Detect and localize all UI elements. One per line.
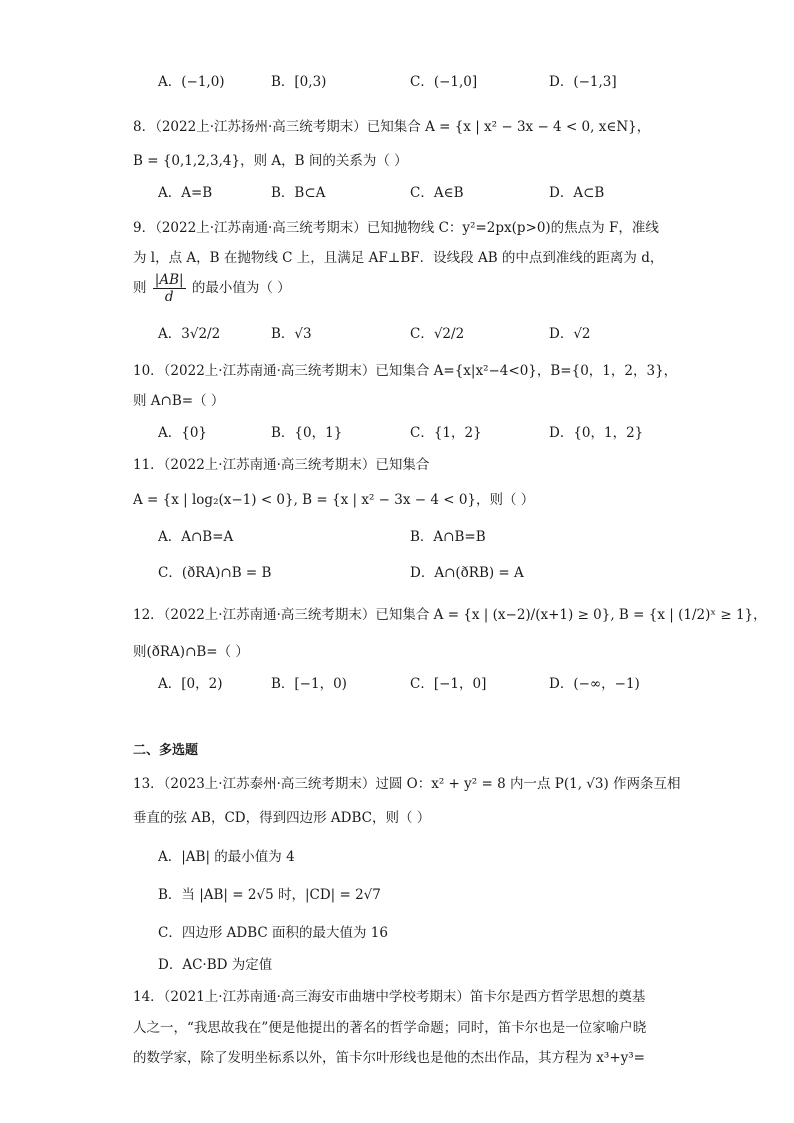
q9-option-c: C．√2/2: [410, 326, 465, 342]
q10-option-a: A．{0}: [158, 425, 208, 441]
q8-option-a: A．A=B: [158, 185, 213, 201]
q7-option-a: A．(−1,0): [158, 74, 225, 90]
q13-stem-line1: 13．（2023上·江苏泰州·高三统考期末）过圆 O：x² + y² = 8 内一点 P(1, √3) 作两条互相: [133, 776, 681, 792]
q7-option-d: D．(−1,3]: [549, 74, 617, 90]
q10-option-b: B．{0，1}: [271, 425, 343, 441]
q11-option-b: B．A∩B=B: [410, 529, 486, 545]
q9-stem-line1: 9．（2022上·江苏南通·高三统考期末）已知抛物线 C：y²=2px(p>0)的焦点为 F，准线: [133, 220, 659, 236]
q14-stem-line3: 的数学家，除了发明坐标系以外，笛卡尔叶形线也是他的杰出作品，其方程为 x³+y³=: [133, 1050, 645, 1066]
q12-stem-line2: 则(ðRA)∩B=（ ）: [133, 644, 249, 660]
q12-option-c: C．[−1，0]: [410, 676, 487, 692]
q8-option-d: D．A⊂B: [549, 185, 605, 201]
q11-option-d: D．A∩(ðRB) = A: [410, 565, 524, 581]
q12-option-a: A．[0，2): [158, 676, 223, 692]
q13-option-d: D．AC·BD 为定值: [158, 957, 273, 973]
q9-line3-suffix: 的最小值为（ ）: [191, 280, 291, 296]
q7-option-c: C．(−1,0]: [410, 74, 478, 90]
q9-stem-line2: 为 l，点 A，B 在抛物线 C 上，且满足 AF⊥BF．设线段 AB 的中点到准线的距离为 d，: [133, 250, 664, 266]
q13-option-a: A．|AB| 的最小值为 4: [158, 849, 295, 865]
q8-stem-line1: 8．（2022上·江苏扬州·高三统考期末）已知集合 A = {x | x² − 3x − 4 < 0, x∈N}，: [133, 119, 651, 135]
q9-option-d: D．√2: [549, 326, 591, 342]
q13-option-b: B．当 |AB| = 2√5 时，|CD| = 2√7: [158, 887, 381, 903]
q14-stem-line1: 14．（2021上·江苏南通·高三海安市曲塘中学校考期末）笛卡尔是西方哲学思想的奠基: [133, 989, 646, 1005]
q9-option-a: A．3√2/2: [158, 326, 221, 342]
q12-stem-line1: 12．（2022上·江苏南通·高三统考期末）已知集合 A = {x | (x−2)/(x+1) ≥ 0}, B = {x | (1/2)ˣ ≥ 1}，: [133, 607, 767, 623]
q10-option-d: D．{0，1，2}: [549, 425, 644, 441]
q9-fraction: [153, 272, 186, 305]
q7-option-b: B．[0,3): [271, 74, 327, 90]
q8-option-c: C．A∈B: [410, 185, 464, 201]
q10-stem-line1: 10．（2022上·江苏南通·高三统考期末）已知集合 A={x|x²−4<0}，B={0，1，2，3}，: [133, 363, 678, 379]
q11-option-c: C．(ðRA)∩B = B: [158, 565, 272, 581]
q9-fraction-numerator: |AB|: [154, 272, 184, 288]
q9-option-b: B．√3: [271, 326, 312, 342]
q11-option-a: A．A∩B=A: [158, 529, 234, 545]
q14-stem-line2: 人之一，“我思故我在”便是他提出的著名的哲学命题；同时，笛卡尔也是一位家喻户晓: [133, 1020, 647, 1036]
section-heading: 二、多选题: [133, 743, 199, 758]
q12-option-d: D．(−∞，−1): [549, 676, 640, 692]
q11-stem-line2: A = {x | log₂(x−1) < 0}, B = {x | x² − 3x − 4 < 0}，则（ ）: [133, 492, 535, 508]
q13-option-c: C．四边形 ADBC 面积的最大值为 16: [158, 925, 388, 941]
q9-line3-prefix: 则: [133, 280, 147, 296]
q12-option-b: B．[−1，0): [271, 676, 347, 692]
q8-option-b: B．B⊂A: [271, 185, 326, 201]
q9-fraction-denominator: d: [164, 289, 174, 305]
q8-stem-line2: B = {0,1,2,3,4}，则 A，B 间的关系为（ ）: [133, 153, 408, 169]
q13-stem-line2: 垂直的弦 AB，CD，得到四边形 ADBC，则（ ）: [133, 810, 431, 826]
q10-option-c: C．{1，2}: [410, 425, 482, 441]
q10-stem-line2: 则 A∩B=（ ）: [133, 393, 225, 409]
q11-stem-line1: 11．（2022上·江苏南通·高三统考期末）已知集合: [133, 457, 430, 473]
q9-stem-line3: [133, 272, 291, 305]
